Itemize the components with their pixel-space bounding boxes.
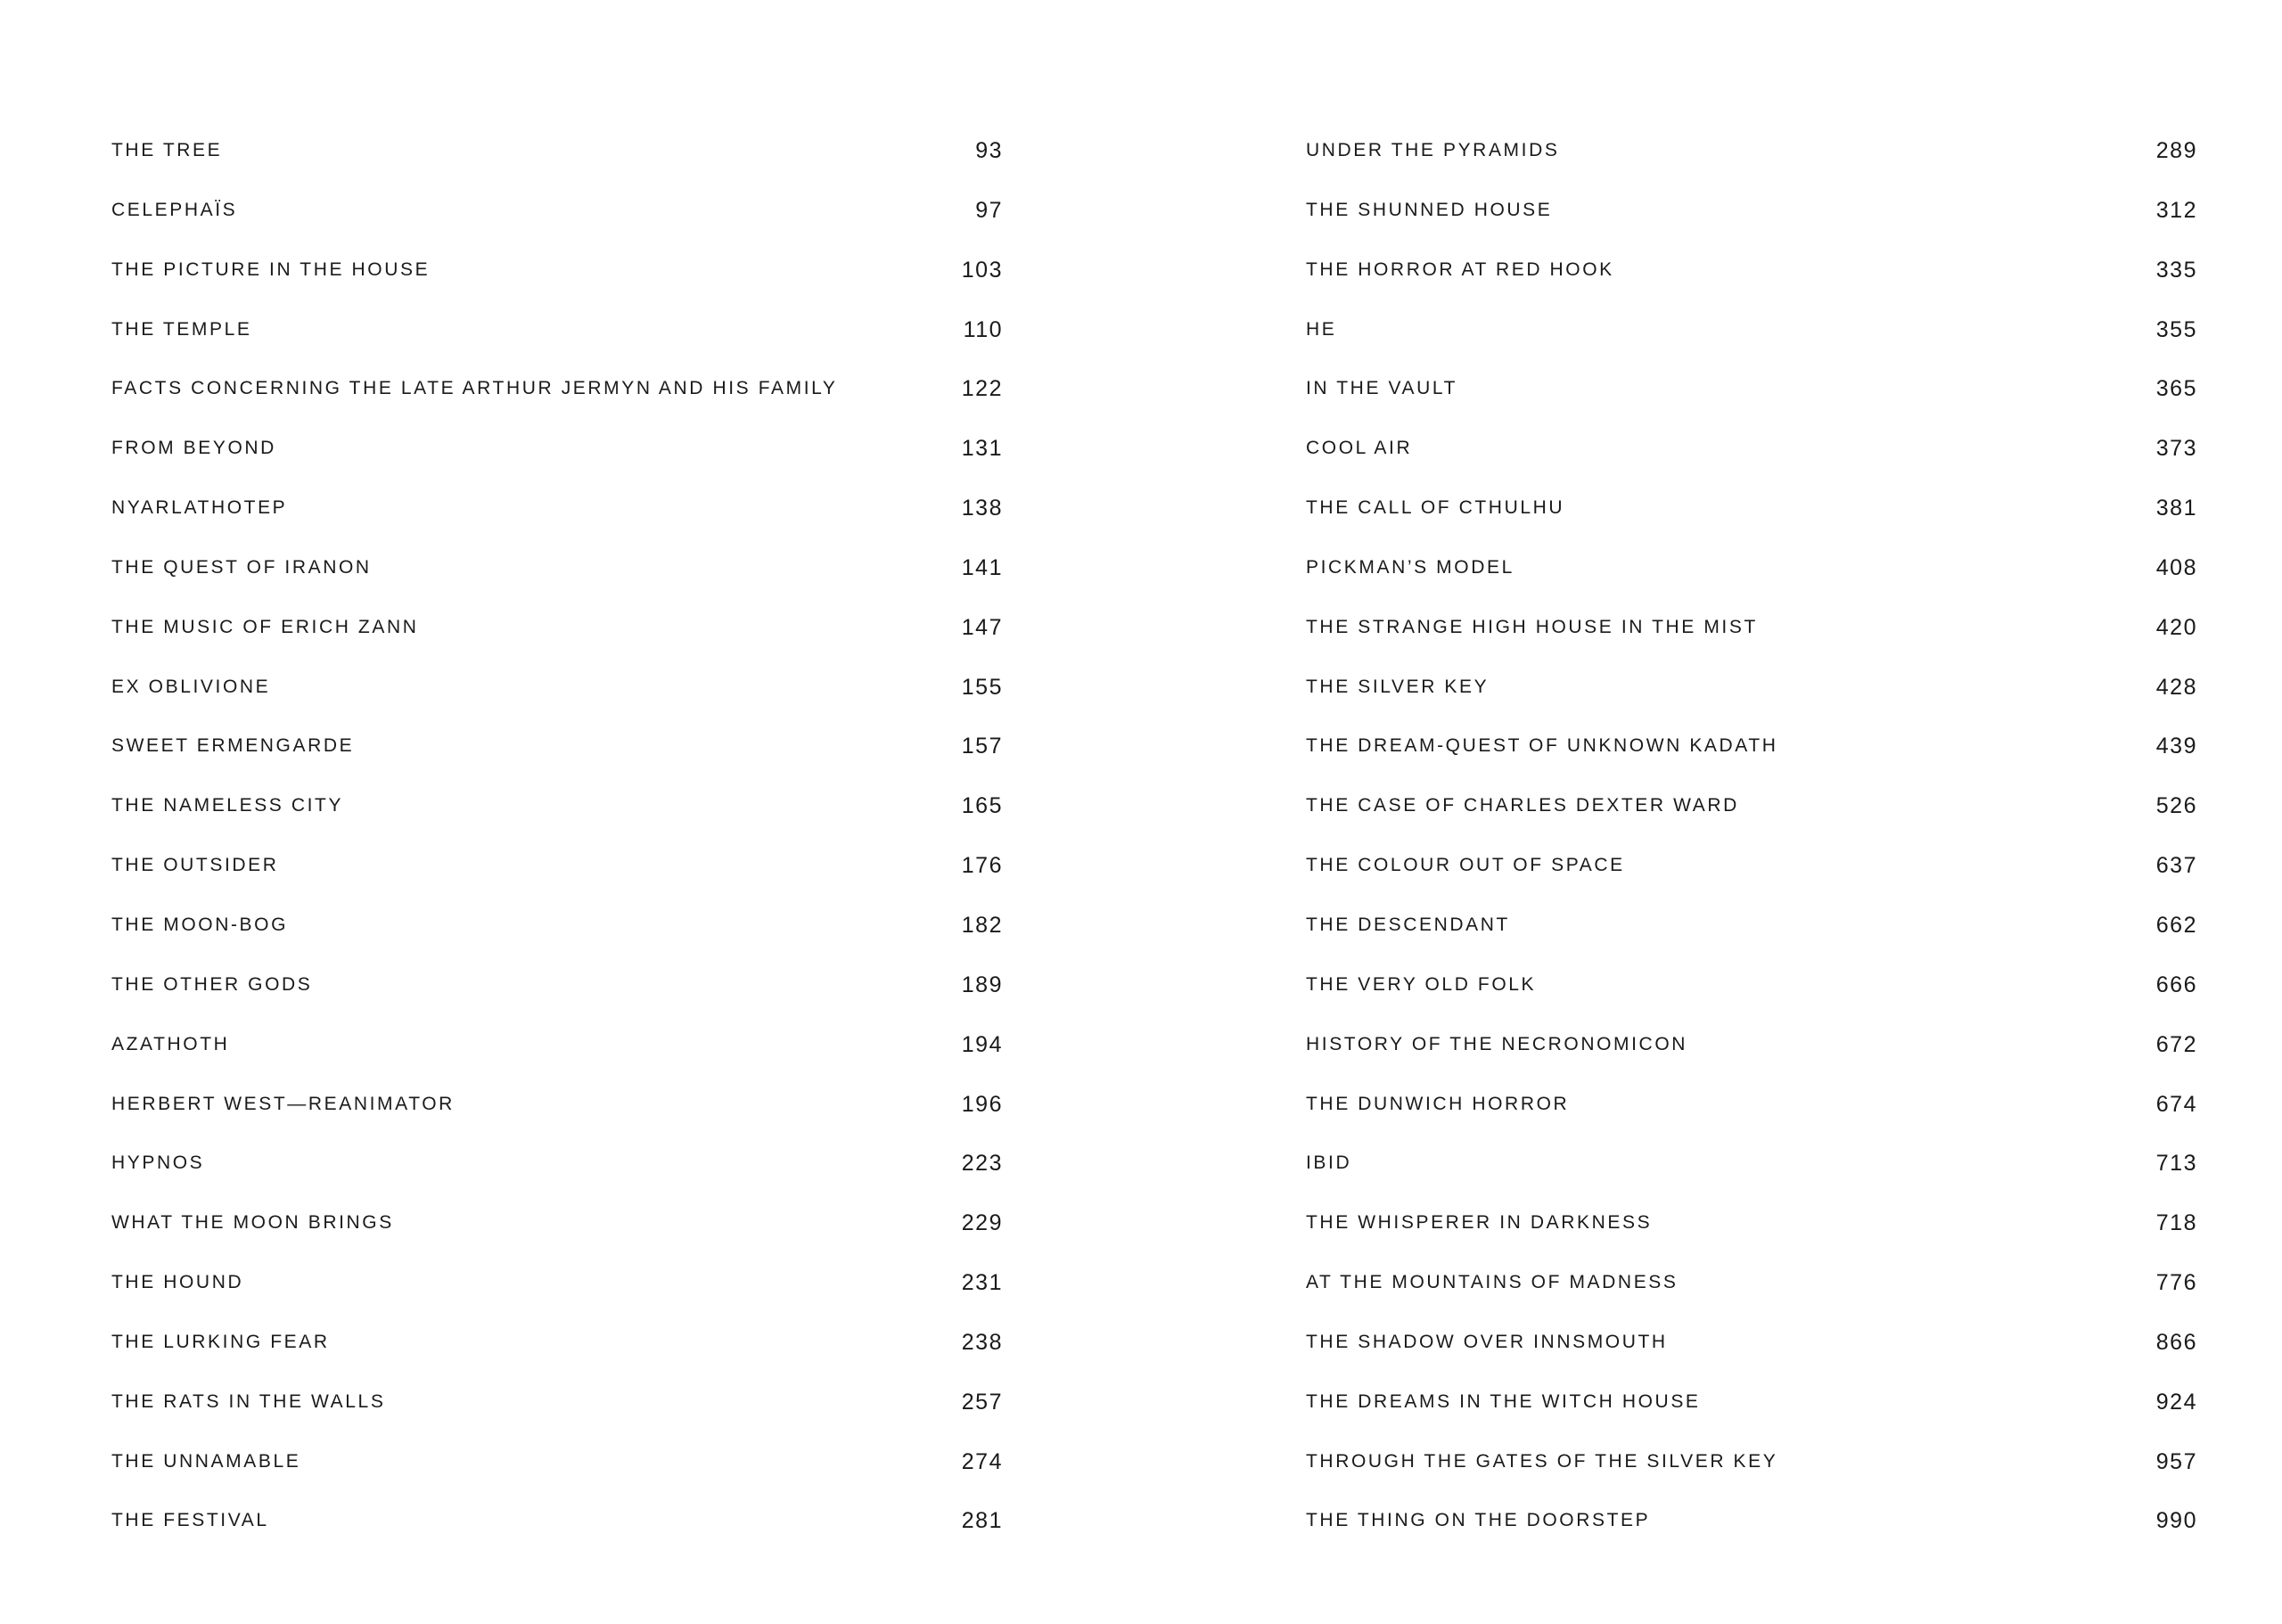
toc-entry-title: THE SHUNNED HOUSE [1306,199,1553,220]
toc-entry-title: THE LURKING FEAR [111,1331,330,1352]
toc-entry[interactable] [1306,1206,2197,1266]
toc-entry-page-number: 157 [961,734,1003,759]
toc-entry-page-number: 182 [961,912,1003,938]
toc-entry-page-number: 866 [2155,1329,2197,1355]
toc-entry-page-number: 662 [2155,912,2197,938]
toc-list-left [111,134,1003,1563]
toc-entry-page-number: 355 [2155,316,2197,342]
toc-entry-title: AZATHOTH [111,1033,230,1054]
toc-entry-page-number: 223 [961,1151,1003,1177]
toc-entry-title: THE UNNAMABLE [111,1450,301,1472]
toc-entry-page-number: 713 [2155,1151,2197,1177]
toc-entry-title: THE RATS IN THE WALLS [111,1390,386,1412]
toc-entry-page-number: 408 [2155,554,2197,580]
toc-entry[interactable] [111,1325,1003,1385]
toc-entry-page-number: 189 [961,972,1003,997]
toc-entry-title: UNDER THE PYRAMIDS [1306,140,1560,160]
toc-entry[interactable] [1306,193,2197,253]
toc-entry-page-number: 381 [2155,496,2197,521]
toc-entry-title: THE FESTIVAL [111,1510,269,1531]
toc-entry-title: THE CALL OF CTHULHU [1306,497,1565,519]
toc-entry[interactable] [111,1385,1003,1445]
toc-entry-page-number: 637 [2155,853,2197,879]
toc-entry[interactable] [111,789,1003,849]
toc-entry-page-number: 155 [961,674,1003,700]
toc-entry-title: THE MUSIC OF ERICH ZANN [111,616,419,637]
toc-entry-page-number: 666 [2155,972,2197,997]
toc-entry-page-number: 428 [2155,674,2197,700]
toc-entry[interactable] [111,193,1003,253]
toc-entry-page-number: 526 [2155,793,2197,819]
toc-entry-title: THE PICTURE IN THE HOUSE [111,258,431,280]
toc-entry-title: THE DUNWICH HORROR [1306,1093,1570,1114]
toc-entry[interactable] [1306,849,2197,908]
toc-entry-page-number: 312 [2155,197,2197,223]
toc-entry[interactable] [1306,431,2197,491]
toc-entry-title: WHAT THE MOON BRINGS [111,1212,394,1234]
toc-entry[interactable] [111,1504,1003,1563]
toc-entry-title: EX OBLIVIONE [111,676,271,697]
toc-entry-page-number: 365 [2155,376,2197,402]
toc-entry-title: THE QUEST OF IRANON [111,556,372,578]
toc-entry[interactable] [1306,253,2197,313]
toc-entry-page-number: 257 [961,1389,1003,1415]
toc-entry-page-number: 238 [961,1329,1003,1355]
toc-entry[interactable] [111,670,1003,730]
toc-entry-page-number: 147 [961,614,1003,640]
toc-entry[interactable] [1306,670,2197,730]
toc-entry[interactable] [1306,1146,2197,1206]
toc-entry-title: COOL AIR [1306,438,1413,459]
toc-entry-title: HE [1306,318,1337,340]
toc-entry-title: IN THE VAULT [1306,378,1458,399]
toc-entry[interactable] [111,908,1003,968]
toc-entry-page-number: 990 [2155,1508,2197,1534]
toc-entry-page-number: 718 [2155,1210,2197,1236]
toc-entry[interactable] [111,1146,1003,1206]
toc-entry-title: THE SILVER KEY [1306,676,1490,697]
toc-entry-title: THE DREAM-QUEST OF UNKNOWN KADATH [1306,735,1778,757]
toc-entry-title: FROM BEYOND [111,438,276,459]
toc-entry[interactable] [1306,611,2197,670]
toc-list-right [1306,134,2197,1563]
toc-entry[interactable] [111,1206,1003,1266]
toc-entry[interactable] [1306,1445,2197,1505]
toc-entry[interactable] [111,968,1003,1028]
toc-entry-title: THE HORROR AT RED HOOK [1306,258,1614,280]
toc-entry-title: THE OTHER GODS [111,973,313,995]
toc-entry-page-number: 672 [2155,1031,2197,1057]
toc-entry-page-number: 373 [2155,436,2197,462]
toc-entry[interactable] [1306,1325,2197,1385]
toc-entry-page-number: 176 [961,853,1003,879]
toc-entry-page-number: 924 [2155,1389,2197,1415]
toc-entry-page-number: 165 [961,793,1003,819]
toc-entry-page-number: 674 [2155,1091,2197,1117]
toc-entry-page-number: 281 [961,1508,1003,1534]
toc-entry-page-number: 131 [961,436,1003,462]
toc-entry[interactable] [111,729,1003,789]
toc-entry[interactable] [111,1445,1003,1505]
toc-entry[interactable] [111,1028,1003,1087]
toc-entry-title: HISTORY OF THE NECRONOMICON [1306,1033,1688,1054]
toc-entry-page-number: 141 [961,554,1003,580]
toc-entry[interactable] [111,134,1003,193]
toc-entry-title: THE TREE [111,140,223,160]
toc-entry-title: THROUGH THE GATES OF THE SILVER KEY [1306,1450,1778,1472]
toc-entry[interactable] [111,491,1003,551]
toc-entry-page-number: 231 [961,1270,1003,1296]
toc-entry[interactable] [111,431,1003,491]
toc-entry-page-number: 122 [961,376,1003,402]
toc-entry-page-number: 194 [961,1031,1003,1057]
toc-entry[interactable] [1306,729,2197,789]
toc-entry[interactable] [111,1266,1003,1325]
toc-entry-title: THE HOUND [111,1272,244,1293]
toc-entry-title: THE OUTSIDER [111,855,279,876]
toc-entry[interactable] [1306,313,2197,373]
toc-entry-title: CELEPHAÏS [111,199,238,220]
toc-entry[interactable] [111,551,1003,611]
toc-entry-title: THE DESCENDANT [1306,914,1510,935]
toc-entry-title: HYPNOS [111,1152,205,1174]
toc-entry[interactable] [111,611,1003,670]
toc-entry-page-number: 93 [975,138,1003,163]
toc-entry[interactable] [1306,968,2197,1028]
toc-entry-title: THE CASE OF CHARLES DEXTER WARD [1306,795,1739,816]
toc-entry-title: IBID [1306,1152,1352,1174]
toc-entry-title: THE NAMELESS CITY [111,795,344,816]
toc-entry-title: SWEET ERMENGARDE [111,735,355,757]
toc-entry-page-number: 335 [2155,257,2197,283]
toc-entry[interactable] [1306,1504,2197,1563]
toc-entry-title: THE MOON-BOG [111,914,289,935]
toc-entry-page-number: 110 [963,316,1003,342]
toc-entry[interactable] [1306,908,2197,968]
toc-entry[interactable] [111,372,1003,431]
toc-entry-page-number: 439 [2155,734,2197,759]
toc-entry[interactable] [1306,491,2197,551]
right-page [1141,0,2282,1624]
toc-entry-title: THE COLOUR OUT OF SPACE [1306,855,1625,876]
toc-entry-title: THE DREAMS IN THE WITCH HOUSE [1306,1390,1701,1412]
toc-entry-page-number: 196 [961,1091,1003,1117]
toc-entry[interactable] [1306,134,2197,193]
toc-entry[interactable] [1306,1266,2197,1325]
toc-entry-page-number: 97 [975,197,1003,223]
toc-entry-title: NYARLATHOTEP [111,497,288,519]
toc-entry-title: PICKMAN’S MODEL [1306,556,1514,578]
toc-entry[interactable] [111,1087,1003,1147]
toc-entry-title: THE WHISPERER IN DARKNESS [1306,1212,1653,1234]
toc-entry-page-number: 229 [961,1210,1003,1236]
toc-entry-title: HERBERT WEST—REANIMATOR [111,1093,455,1114]
toc-entry-page-number: 420 [2155,614,2197,640]
toc-entry-title: THE THING ON THE DOORSTEP [1306,1510,1651,1531]
toc-entry-page-number: 138 [961,496,1003,521]
toc-entry[interactable] [1306,789,2197,849]
toc-entry-title: THE VERY OLD FOLK [1306,973,1537,995]
toc-entry[interactable] [111,253,1003,313]
toc-entry[interactable] [1306,551,2197,611]
toc-entry-title: FACTS CONCERNING THE LATE ARTHUR JERMYN AND HIS FAMILY [111,378,838,399]
toc-entry[interactable] [1306,372,2197,431]
toc-entry-title: THE TEMPLE [111,318,252,340]
toc-entry-title: AT THE MOUNTAINS OF MADNESS [1306,1272,1679,1293]
toc-entry-page-number: 289 [2155,138,2197,163]
toc-entry-page-number: 776 [2155,1270,2197,1296]
toc-entry-page-number: 957 [2155,1448,2197,1474]
toc-entry[interactable] [1306,1087,2197,1147]
toc-entry-title: THE SHADOW OVER INNSMOUTH [1306,1331,1668,1352]
toc-entry[interactable] [111,313,1003,373]
toc-entry[interactable] [1306,1385,2197,1445]
toc-entry-title: THE STRANGE HIGH HOUSE IN THE MIST [1306,616,1758,637]
toc-entry-page-number: 103 [961,257,1003,283]
toc-entry[interactable] [1306,1028,2197,1087]
toc-entry[interactable] [111,849,1003,908]
toc-entry-page-number: 274 [961,1448,1003,1474]
